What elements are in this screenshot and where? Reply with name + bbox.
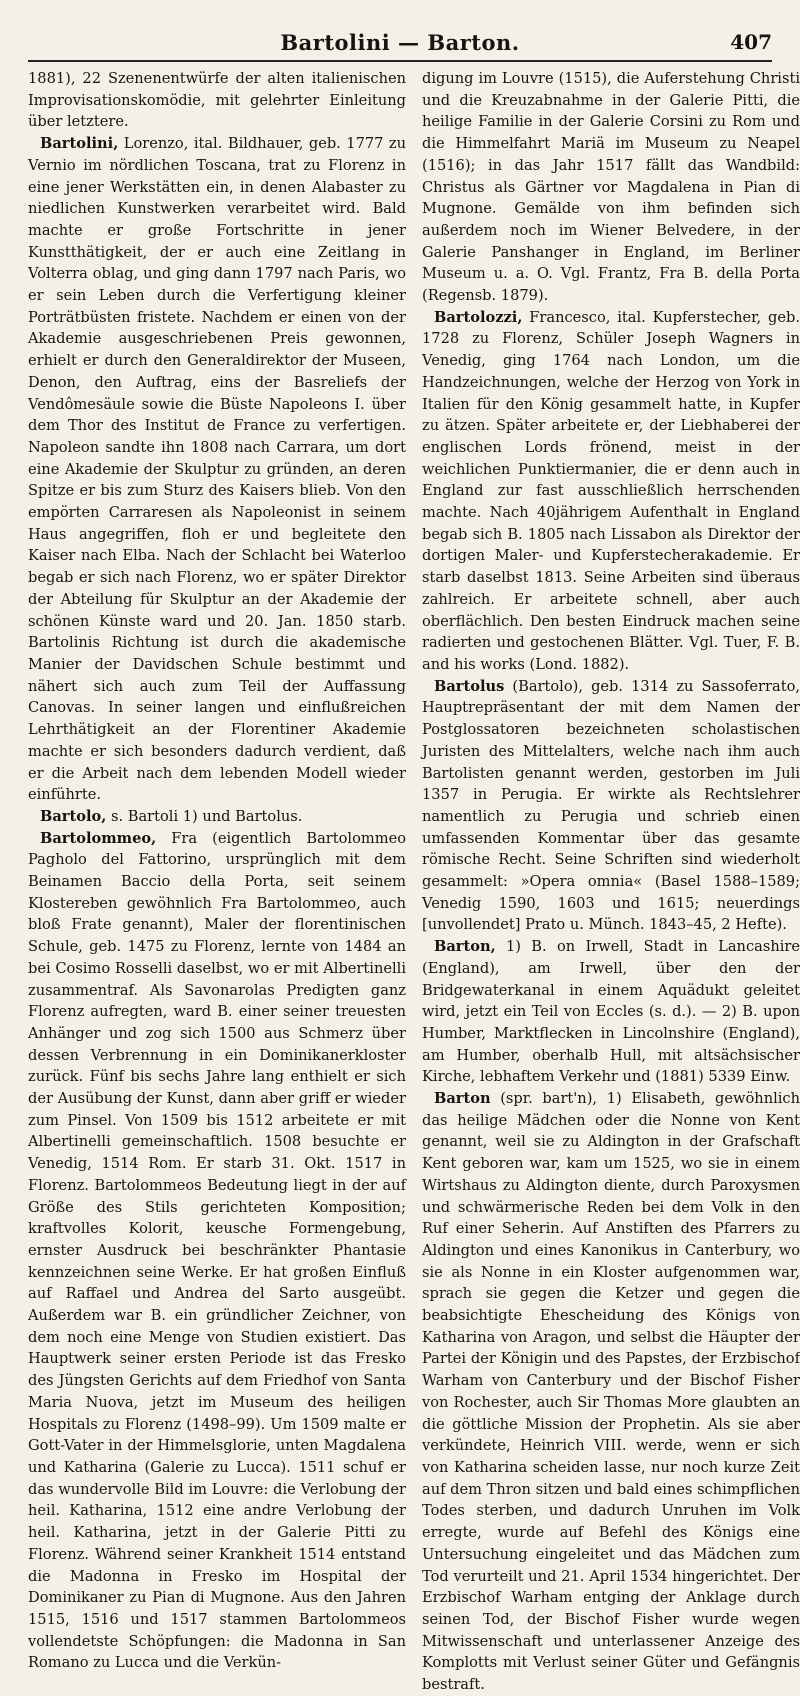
dictionary-entry bbox=[422, 936, 800, 1088]
header-rule bbox=[28, 60, 772, 62]
entry-headword: Bartolo, bbox=[40, 807, 107, 825]
dictionary-entry bbox=[422, 307, 800, 676]
page-header bbox=[28, 26, 772, 60]
entry-text: Lorenzo, ital. Bildhauer, geb. 1777 zu Vernio im nördlichen Toscana, trat zu Florenz in eine jener Werkstätten ein, in denen Alabaster zu niedlichen Kunstwerken verarbeitet wird. Bald machte er große Fortschritte in jener Kunstthätigkeit, der er auch eine Zeitlang in Volterra oblag, und ging dann 1797 nach Paris, wo er sein Leben durch die Verfertigung kleiner Porträtbüsten fristete. Nachdem er einen von der Akademie ausgeschriebenen Preis gewonnen, erhielt er durch den Generaldirektor der Museen, Denon, den Auftrag, eins der Basreliefs der Vendômesäule sowie die Büste Napoleons I. über dem Thor des Institut de France zu verfertigen. Napoleon sandte ihn 1808 nach Carrara, um dort eine Akademie der Skulptur zu gründen, an deren Spitze er bis zum Sturz des Kaisers blieb. Von den empörten Carraresen als Napoleonist in seinem Haus angegriffen, floh er und begleitete den Kaiser nach Elba. Nach der Schlacht bei Waterloo begab er sich nach Florenz, wo er später Direktor der Abteilung für Skulptur an der Akademie der schönen Künste ward und 20. Jan. 1850 starb. Bartolinis Richtung ist durch die akademische Manier der Davidschen Schule bestimmt und nähert sich auch zum Teil der Auffassung Canovas. In seiner langen und einflußreichen Lehrthätigkeit an der Florentiner Akademie machte er sich besonders dadurch verdient, daß er die Arbeit nach dem lebenden Modell wieder einführte. bbox=[28, 135, 406, 804]
dictionary-entry bbox=[422, 676, 800, 936]
entry-headword: Bartolus bbox=[434, 677, 505, 695]
right-column bbox=[422, 68, 800, 1694]
running-title: Bartolini — Barton. bbox=[280, 30, 520, 55]
dictionary-entry bbox=[422, 1088, 800, 1696]
entry-headword: Bartolozzi, bbox=[434, 308, 523, 326]
continued-paragraph: digung im Louvre (1515), die Auferstehung Christi und die Kreuzabnahme in der Galerie Pitti, die heilige Familie in der Galerie Corsini zu Rom und die Himmelfahrt Mariä im Museum zu Neapel (1516); in das Jahr 1517 fällt das Wandbild: Christus als Gärtner vor Magdalena in Pian di Mugnone. Gemälde von ihm befinden sich außerdem noch im Wiener Belvedere, in der Galerie Panshanger in England, im Berliner Museum u. a. O. Vgl. Frantz, Fra B. della Porta (Regensb. 1879). bbox=[422, 70, 800, 305]
entry-text: (Bartolo), geb. 1314 zu Sassoferrato, Hauptrepräsentant der mit dem Namen der Postglossatoren bezeichneten scholastischen Juristen des Mittelalters, welche nach ihm auch Bartolisten genannt werden, gestorben im Juli 1357 in Perugia. Er wirkte als Rechtslehrer namentlich zu Perugia und schrieb einen umfassenden Kommentar über das gesamte römische Recht. Seine Schriften sind wiederholt gesammelt: »Opera omnia« (Basel 1588–1589; Venedig 1590, 1603 und 1615; neuerdings [unvollendet] Prato u. Münch. 1843–45, 2 Hefte). bbox=[422, 677, 800, 934]
entry-text: 1) B. on Irwell, Stadt in Lancashire (England), am Irwell, über den der Bridgewaterkanal in einem Aquädukt geleitet wird, jetzt ein Teil von Eccles (s. d.). — 2) B. upon Humber, Marktflecken in Lincolnshire (England), am Humber, oberhalb Hull, mit altsächsischer Kirche, lebhaftem Verkehr und (1881) 5339 Einw. bbox=[422, 938, 800, 1086]
entry-headword: Barton, bbox=[434, 938, 496, 956]
dictionary-entry bbox=[28, 828, 406, 1674]
entry-headword: Bartolini, bbox=[40, 135, 119, 153]
dictionary-entry bbox=[28, 806, 406, 828]
entry-headword: Barton bbox=[434, 1090, 491, 1108]
continued-paragraph: 1881), 22 Szenenentwürfe der alten italienischen Improvisationskomödie, mit gelehrter Einleitung über letztere. bbox=[28, 70, 406, 131]
entry-text: Francesco, ital. Kupferstecher, geb. 1728 zu Florenz, Schüler Joseph Wagners in Venedig, ging 1764 nach London, um die Handzeichnungen, welche der Herzog von York in Italien für den König gesammelt hatte, in Kupfer zu ätzen. Später arbeitete er, der Liebhaberei der englischen Lords frönend, meist in der weichlichen Punktiermanier, die er denn auch in England zur fast ausschließlich herrschenden machte. Nach 40jährigem Aufenthalt in England begab sich B. 1805 nach Lissabon als Direktor der dortigen Maler- und Kupferstecherakademie. Er starb daselbst 1813. Seine Arbeiten sind überaus zahlreich. Er arbeitete schnell, aber auch oberflächlich. Den besten Eindruck machen seine radierten und gestochenen Blätter. Vgl. Tuer, F. B. and his works (Lond. 1882). bbox=[422, 308, 800, 673]
entry-text: s. Bartoli 1) und Bartolus. bbox=[106, 807, 303, 825]
entry-text: Fra (eigentlich Bartolommeo Pagholo del Fattorino, ursprünglich mit dem Beinamen Baccio della Porta, seit seinem Klostereben gewöhnlich Fra Bartolommeo, auch bloß Frate genannt), Maler der florentinischen Schule, geb. 1475 zu Florenz, lernte von 1484 an bei Cosimo Rosselli daselbst, wo er mit Albertinelli zusammentraf. Als Savonarolas Predigten ganz Florenz aufregten, ward B. einer seiner treuesten Anhänger und zog sich 1500 aus Schmerz über dessen Verbrennung in ein Dominikanerkloster zurück. Fünf bis sechs Jahre lang enthielt er sich der Ausübung der Kunst, dann aber griff er wieder zum Pinsel. Von 1509 bis 1512 arbeitete er mit Albertinelli gemeinschaftlich. 1508 besuchte er Venedig, 1514 Rom. Er starb 31. Okt. 1517 in Florenz. Bartolommeos Bedeutung liegt in der auf Größe des Stils gerichteten Komposition; kraftvolles Kolorit, keusche Formengebung, ernster Ausdruck bei beschränkter Phantasie kennzeichnen seine Werke. Er hat großen Einfluß auf Raffael und Andrea del Sarto ausgeübt. Außerdem war B. ein gründlicher Zeichner, von dem noch eine Menge von Studien existiert. Das Hauptwerk seiner ersten Periode ist das Fresko des Jüngsten Gerichts auf dem Friedhof von Santa Maria Nuova, jetzt im Museum des heiligen Hospitals zu Florenz (1498–99). Um 1509 malte er Gott-Vater in der Himmelsglorie, unten Magdalena und Katharina (Galerie zu Lucca). 1511 schuf er das wundervolle Bild im Louvre: die Verlobung der heil. Katharina, 1512 eine andre Verlobung der heil. Katharina, jetzt in der Galerie Pitti zu Florenz. Während seiner Krankheit 1514 entstand die Madonna in Fresko im Hospital der Dominikaner zu Pian di Mugnone. Aus den Jahren 1515, 1516 und 1517 stammen Bartolommeos vollendetste Schöpfungen: die Madonna in San Romano zu Lucca und die Verkün- bbox=[28, 829, 406, 1672]
entry-headword: Bartolommeo, bbox=[40, 829, 157, 847]
left-column bbox=[28, 68, 406, 1672]
page-number: 407 bbox=[730, 30, 772, 54]
entry-text: (spr. bart'n), 1) Elisabeth, gewöhnlich das heilige Mädchen oder die Nonne von Kent genannt, weil sie zu Aldington in der Grafschaft Kent geboren war, kam um 1525, wo sie in einem Wirtshaus zu Aldington diente, durch Paroxysmen und schwärmerische Reden bei dem Volk in den Ruf einer Seherin. Auf Anstiften des Pfarrers zu Aldington und eines Kanonikus in Canterbury, wo sie als Nonne in ein Kloster aufgenommen war, sprach sie gegen die Ketzer und gegen die beabsichtigte Ehescheidung des Königs von Katharina von Aragon, und selbst die Häupter der Partei der Königin und des Papstes, der Erzbischof Warham von Canterbury und der Bischof Fisher von Rochester, auch Sir Thomas More glaubten an die göttliche Mission der Prophetin. Als sie aber verkündete, Heinrich VIII. werde, wenn er sich von Katharina scheiden lasse, nur noch kurze Zeit auf dem Thron sitzen und bald eines schimpflichen Todes sterben, und dadurch Unruhen im Volk erregte, wurde auf Befehl des Königs eine Untersuchung eingeleitet und das Mädchen zum Tod verurteilt und 21. April 1534 hingerichtet. Der Erzbischof Warham entging der Anklage durch seinen Tod, der Bischof Fisher wurde wegen Mitwissenschaft und unterlassener Anzeige des Komplotts mit Verlust seiner Güter und Gefängnis bestraft. bbox=[422, 1090, 800, 1694]
dictionary-entry bbox=[28, 133, 406, 806]
